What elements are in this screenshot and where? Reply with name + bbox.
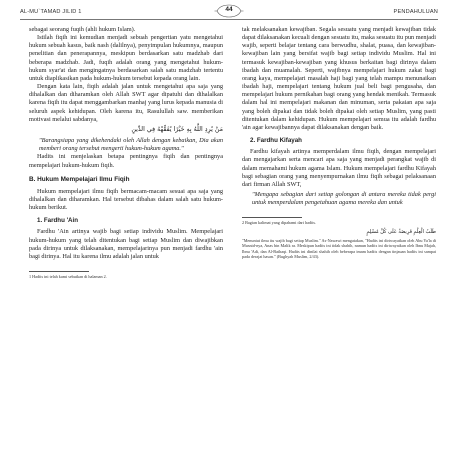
right-column [242, 26, 436, 259]
footnote: "Menuntut ilmu itu wajib bagi setiap Muslim." As-Nawawi mengatakan, "Hadits ini diriwayatkan oleh Abu Ya'la di Musnid-nya, Anas bin Malik ra. Meskipun hadits ini tidak shahih, namun hadits ini diriwayatkan oleh Ibnu Majah, Ibnu 'Adi, dan Al-Baihaqi. Hadits ini dinilai shahih oleh beberapa imam hadits dengan tinjauan hadits ini sampai pada derajat hasan." (Bughyah Muslim, 2/43). [242, 237, 436, 260]
footnote: 2 Bagian kalimat yang dipahami dari hadits. [242, 220, 317, 226]
subsection-heading: 1. Fardhu 'Ain [37, 217, 79, 225]
subsection-heading: 2. Fardhu Kifayah [250, 137, 302, 145]
left-column [29, 26, 223, 279]
running-header [20, 4, 438, 24]
paragraph: tak melaksanakan kewajiban. Segala sesuatu yang menjadi kewajiban tidak dapat dilaksanakan kecuali dengan sesuatu itu, maka sesuatu itu pun menjadi wajib, seperti belajar tentang cara berwudhu, shalat, puasa, dan kewajiban-kewajiban lain yang bersifat wajib bagi setiap individu Muslim. Hal ini termasuk kewajiban-kewajiban yang khusus berkaitan bagi dirinya dalam ibadah dan muamalah. Seperti, wajibnya mempelajari hukum zakat bagi orang kaya, mempelajari masalah haji bagi yang telah mampu menunaikan ibadah haji, mempelajari tentang hukum jual beli bagi pengusaha, dan mempelajari hukum pernikahan bagi orang yang hendak menikah. Termasuk dalam hal ini mempelajari makanan dan minuman, serta pakaian apa saja yang boleh dipakai dan tidak boleh dipakai oleh setiap Muslim, yang pasti ditentukan dalam kehidupan. Hukum mempelajari semua itu adalah fardhu 'ain agar kewajibannya dapat dilaksanakan dengan baik. [242, 26, 436, 131]
header-rule [20, 19, 438, 20]
paragraph: Fardhu kifayah artinya memperdalam ilmu fiqih, dengan mempelajari dan mengajarkan serta mencari apa saja yang menjadi perangkat wajib di dalam memahami hukum agama Islam. Hukum mempelajari fardhu Kifayah bagi sebagian orang yang menyempurnakan ilmu fiqih sebagai pelaksanaan dari firman Allah SWT, [242, 148, 436, 188]
footnote-rule [242, 217, 302, 218]
paragraph: Hadits ini menjelaskan betapa pentingnya fiqih dan pentingnya mempelajari hukum-hukum fiqih. [29, 153, 223, 169]
paragraph: sebagai seorang fuqih (ahli hukum Islam). [29, 26, 136, 33]
paragraph: Istilah fiqih ini kemudian menjadi sebuah pengertian yatu mengetahui hukum sebuah kasus, baik nash (dalilnya), penyimpulan hukumnya, maupun penelitian dan penerapannya, meskipun berdasarkan satu madzhab dari beberapa madzhab. Jadi, fuqih adalah orang yang mengetahui hukum-hukum syar'at dan mengingatnya berdasarkan salah satu madzhab tertentu untuk diaplikasikan pada hukum-hukum tersebut kepada orang lain. [29, 34, 223, 82]
page-number-ornament [214, 4, 244, 18]
chapter-title-header: PENDAHULUAN [393, 9, 438, 15]
paragraph: Hukum mempelajari ilmu fiqih bermacam-macam sesuai apa saja yang dihalalkan dan diharamkan. Hal tersebut dibahas dalam salah satu hukum-hukum berikut. [29, 187, 223, 212]
hadith-translation: "Barangsiapa yang dikehendaki oleh Allah dengan kebaikan, Dia akan memberi orang tersebut mengerti hukum-hukum agama." [39, 137, 223, 153]
paragraph: Fardhu 'Ain artinya wajib bagi setiap individu Muslim. Mempelajari hukum-hukum yang telah ditentukan bagi setiap Muslim dan diwajibkan pada dirinya untuk dilaksanakan, mempelajarinya pun menjadi fardhu 'ain bagi dirinya. Hal itu karena ilmu adalah jalan untuk [29, 228, 223, 260]
book-title-header: AL-MU`TAMAD JILID 1 [20, 9, 82, 15]
quran-translation: "Mengapa sebagian dari setiap golongan di antara mereka tidak pergi untuk memperdalam pengetahuan agama mereka dan untuk [252, 190, 436, 207]
footnote-rule [29, 271, 89, 272]
section-heading: B. Hukum Mempelajari Ilmu Fiqih [29, 175, 130, 183]
arabic-hadith-footnote: طَلَبُ الْعِلْمِ فَرِيضَةٌ عَلَى كُلِّ مُسْلِمٍ [366, 228, 436, 235]
arabic-hadith: مَنْ يُرِدِ اللَّهُ بِهِ خَيْرًا يُفَقِّهْهُ فِي الدِّينِ [131, 125, 223, 133]
footnote: 1 Hadits ini telah kami sebutkan di halaman 2. [29, 274, 107, 280]
page-number: 44 [225, 6, 233, 13]
paragraph: Dengan kata lain, fiqih adalah jalan untuk mengetahui apa saja yang dihalalkan dan diharamkan oleh Allah SWT agar dipatuhi dan dihalalkan karena fiqih itu dapat menggambarkan manhaj yang lurus kepada manusia di seluruh aspek kehidupan. Oleh karena itu, Rasulullah saw. memberikan motivasi melalui sabdanya, [29, 83, 223, 123]
